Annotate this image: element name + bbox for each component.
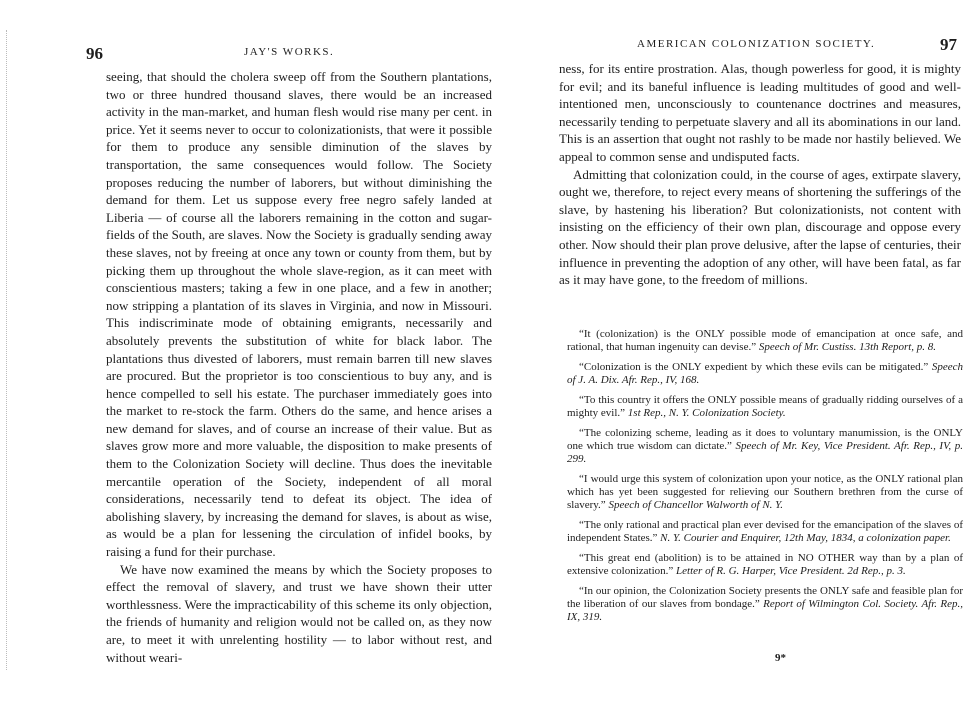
quotation — [567, 361, 963, 387]
quote-source: 1st Rep., N. Y. Colonization Society. — [627, 407, 786, 420]
left-page — [78, 0, 496, 665]
quote-text: “This great end (abolition) is to be attained in NO OTHER way than by a plan of extensive colonization.” — [567, 551, 963, 578]
quote-text: “The colonizing scheme, leading as it does to voluntary manumission, is the ONLY one which true wisdom can dictate.” — [567, 426, 963, 452]
left-paragraph-2: We have now examined the means by which the Society proposes to effect the removal of slavery, and trust we have shown their utter worthlessness. Were the impracticability of this scheme its only objection, the friends of humanity and religion would not be called on, as they now are, to meet it with unrelenting hostility — to labor without rest, and without weari- — [106, 561, 492, 665]
binding-edge — [6, 30, 15, 670]
quotation — [567, 585, 963, 625]
quote-text: “To this country it offers the ONLY possible means of gradually ridding ourselves of a mighty evil.” — [567, 393, 963, 420]
right-paragraph-1: ness, for its entire prostration. Alas, though powerless for good, it is mighty for evil; and its baneful influence is leading multitudes of good and well-intentioned men, unconsciously to countenance doctrines and measures, necessarily tending to perpetuate slavery and all its abominations in our land. This is an assertion that ought not rashly to be made nor hastily believed. We appeal to common sense and undisputed facts. — [559, 61, 961, 164]
quote-text: “It (colonization) is the ONLY possible mode of emancipation at once safe, and rational, that human ingenuity can devise.” — [567, 328, 963, 354]
quotations-list — [567, 328, 963, 631]
quotation — [567, 552, 963, 578]
right-page-header — [557, 0, 967, 60]
quote-text: “I would urge this system of colonization upon your notice, as the ONLY rational plan which has yet been suggested for relieving our Southern brethren from the curse of slavery.” — [567, 472, 963, 512]
signature-mark: 9* — [775, 652, 786, 664]
right-page — [557, 0, 967, 664]
left-running-head: JAY'S WORKS. — [244, 46, 335, 58]
quotation — [567, 394, 963, 420]
quote-source: Speech of J. A. Dix. Afr. Rep., IV, 168. — [567, 360, 964, 387]
quotation — [567, 328, 963, 354]
right-page-number: 97 — [940, 35, 957, 54]
right-page-body — [559, 60, 961, 289]
quote-source: Speech of Mr. Custiss. 13th Report, p. 8. — [758, 341, 937, 354]
left-page-header — [78, 0, 496, 63]
quote-source: N. Y. Courier and Enquirer, 12th May, 1834, a colonization paper. — [660, 532, 951, 545]
quote-text: “Colonization is the ONLY expedient by which these evils can be mitigated.” — [579, 360, 929, 373]
left-paragraph-1: seeing, that should the cholera sweep off from the Southern plantations, two or three hundred thousand slaves, there would be an increased activity in the man-market, and human flesh would rise many per cent. in price. Yet it seems never to occur to colonizationists, that were it possible for them to produce any sensible diminution of the slaves by transportation, the same consequences would follow. The Society proposes reducing the number of laborers, but without diminishing the demand for them. Let us suppose every free negro safely landed at Liberia — of course all the laborers remaining in the cotton and sugar-fields of the South, are slaves. Now the Society is gradually sending away these slaves, not by freeing at once any town or county from them, but by picking them up throughout the whole slave-region, as it can meet with conscientious masters; taking a few in one place, and a few in another; now stripping a plantation of its slaves in Virginia, and now in Missouri. This indiscriminate mode of obtaining emigrants, necessarily and absolutely prevents the substitution of white for black labor. The plantations thus divested of laborers, must remain barren till new slaves are procured. But the proprietor is too conscientious to buy any, and is hence compelled to sell his estate. The purchaser immediately goes into the market to re-stock the farm. Others do the same, and hence arises a new demand for slaves, and of course an increase of their value. But as slaves grow more and more valuable, the disposition to make presents of them to the Colonization Society will decline. Thus does the inevitable mercantile operation of the Society, independent of all moral considerations, necessarily tend to defeat its object. The idea of abolishing slavery, by increasing the demand for slaves, is about as wise, as would be a plan for lessening the circulation of infidel books, by raising a fund for their purchase. — [106, 69, 492, 560]
quote-source: Speech of Chancellor Walworth of N. Y. — [608, 499, 784, 512]
left-page-body — [106, 68, 492, 666]
quote-source: Letter of R. G. Harper, Vice President. 2d Rep., p. 3. — [676, 565, 906, 578]
left-page-number: 96 — [86, 44, 103, 63]
quote-text: “The only rational and practical plan ever devised for the emancipation of the slaves of independent States.” — [567, 518, 963, 545]
quote-text: “In our opinion, the Colonization Society presents the ONLY safe and feasible plan for the liberation of our slaves from bondage.” — [567, 584, 963, 610]
right-running-head: AMERICAN COLONIZATION SOCIETY. — [637, 38, 876, 50]
quote-source: Speech of Mr. Key, Vice President. Afr. Rep., IV, p. 299. — [567, 439, 963, 466]
quotation — [567, 519, 963, 545]
right-paragraph-2: Admitting that colonization could, in the course of ages, extirpate slavery, ought we, therefore, to reject every means of shortening the sufferings of the slave, by hastening his liberation? But colonizationists, not content with insisting on the efficiency of their own plan, discourage and oppose every other. Now should their plan prove delusive, after the lapse of centuries, their influence in preventing the adoption of any other, will have been fatal, as far as it may have gone, to the freedom of millions. — [559, 166, 961, 288]
quotation — [567, 473, 963, 513]
quotation — [567, 427, 963, 467]
quote-source: Report of Wilmington Col. Society. Afr. Rep., IX, 319. — [567, 597, 963, 624]
